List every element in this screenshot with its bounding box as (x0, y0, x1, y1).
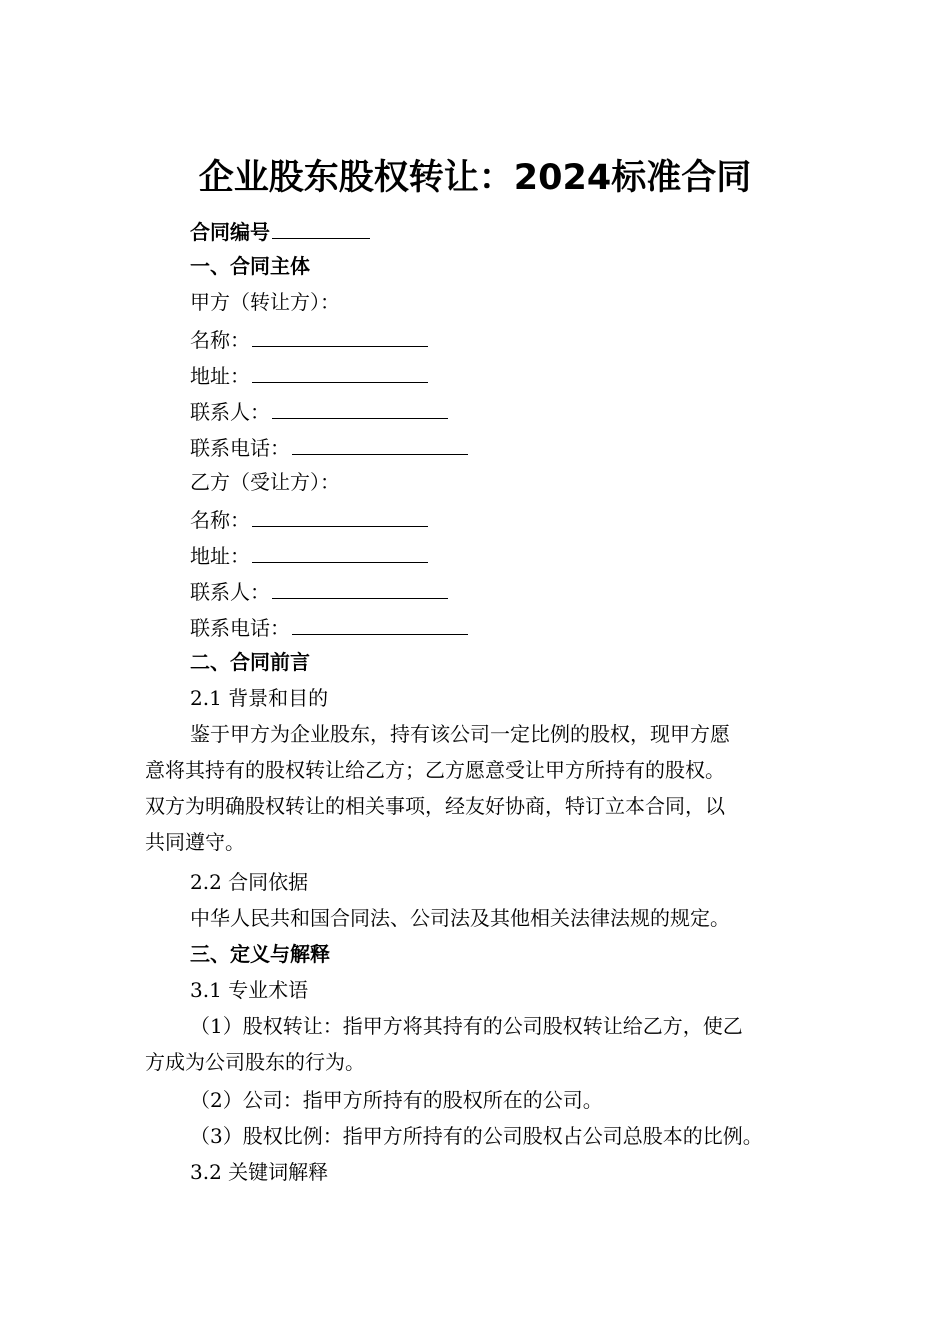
contract-number-label: 合同编号 (190, 220, 270, 244)
party-a-contact-line (190, 398, 448, 424)
party-a-name-line (190, 326, 428, 352)
term-line: （3）股权比例：指甲方所持有的公司股权占公司总股本的比例。 (190, 1124, 763, 1148)
party-b-name-line (190, 506, 428, 532)
paragraph-line: 双方为明确股权转让的相关事项，经友好协商，特订立本合同，以 (145, 794, 725, 818)
party-b-name-blank[interactable] (252, 506, 428, 527)
party-b-heading: 乙方（受让方）： (190, 470, 340, 494)
party-b-phone-label: 联系电话： (190, 616, 290, 640)
term-line: （2）公司：指甲方所持有的股权所在的公司。 (190, 1088, 603, 1112)
paragraph-line: 共同遵守。 (145, 830, 245, 854)
section-2-1-heading: 2.1 背景和目的 (190, 686, 329, 710)
party-b-address-line (190, 542, 428, 568)
party-b-address-blank[interactable] (252, 542, 428, 563)
term-line: （1）股权转让：指甲方将其持有的公司股权转让给乙方，使乙 (190, 1014, 743, 1038)
party-b-name-label: 名称： (190, 508, 250, 532)
party-b-contact-label: 联系人： (190, 580, 270, 604)
document-title: 企业股东股权转让：2024标准合同 (198, 158, 752, 198)
section-3-2-heading: 3.2 关键词解释 (190, 1160, 329, 1184)
party-a-address-label: 地址： (190, 364, 250, 388)
party-a-address-blank[interactable] (252, 362, 428, 383)
section-3-heading: 三、定义与解释 (190, 942, 330, 966)
section-2-2-heading: 2.2 合同依据 (190, 870, 309, 894)
party-b-contact-blank[interactable] (272, 578, 448, 599)
party-b-phone-blank[interactable] (292, 614, 468, 635)
paragraph-line: 鉴于甲方为企业股东，持有该公司一定比例的股权，现甲方愿 (190, 722, 730, 746)
party-a-contact-blank[interactable] (272, 398, 448, 419)
party-a-name-label: 名称： (190, 328, 250, 352)
party-a-contact-label: 联系人： (190, 400, 270, 424)
party-a-phone-line (190, 434, 468, 460)
party-b-address-label: 地址： (190, 544, 250, 568)
contract-number-blank[interactable] (272, 218, 370, 239)
party-a-name-blank[interactable] (252, 326, 428, 347)
section-3-1-heading: 3.1 专业术语 (190, 978, 309, 1002)
contract-number-line (190, 218, 370, 244)
party-a-heading: 甲方（转让方）： (190, 290, 340, 314)
term-line: 方成为公司股东的行为。 (145, 1050, 365, 1074)
party-a-address-line (190, 362, 428, 388)
section-1-heading: 一、合同主体 (190, 254, 310, 278)
party-a-phone-label: 联系电话： (190, 436, 290, 460)
party-b-phone-line (190, 614, 468, 640)
section-2-heading: 二、合同前言 (190, 650, 310, 674)
party-a-phone-blank[interactable] (292, 434, 468, 455)
party-b-contact-line (190, 578, 448, 604)
paragraph-line: 意将其持有的股权转让给乙方；乙方愿意受让甲方所持有的股权。 (145, 758, 725, 782)
paragraph-line: 中华人民共和国合同法、公司法及其他相关法律法规的规定。 (190, 906, 730, 930)
